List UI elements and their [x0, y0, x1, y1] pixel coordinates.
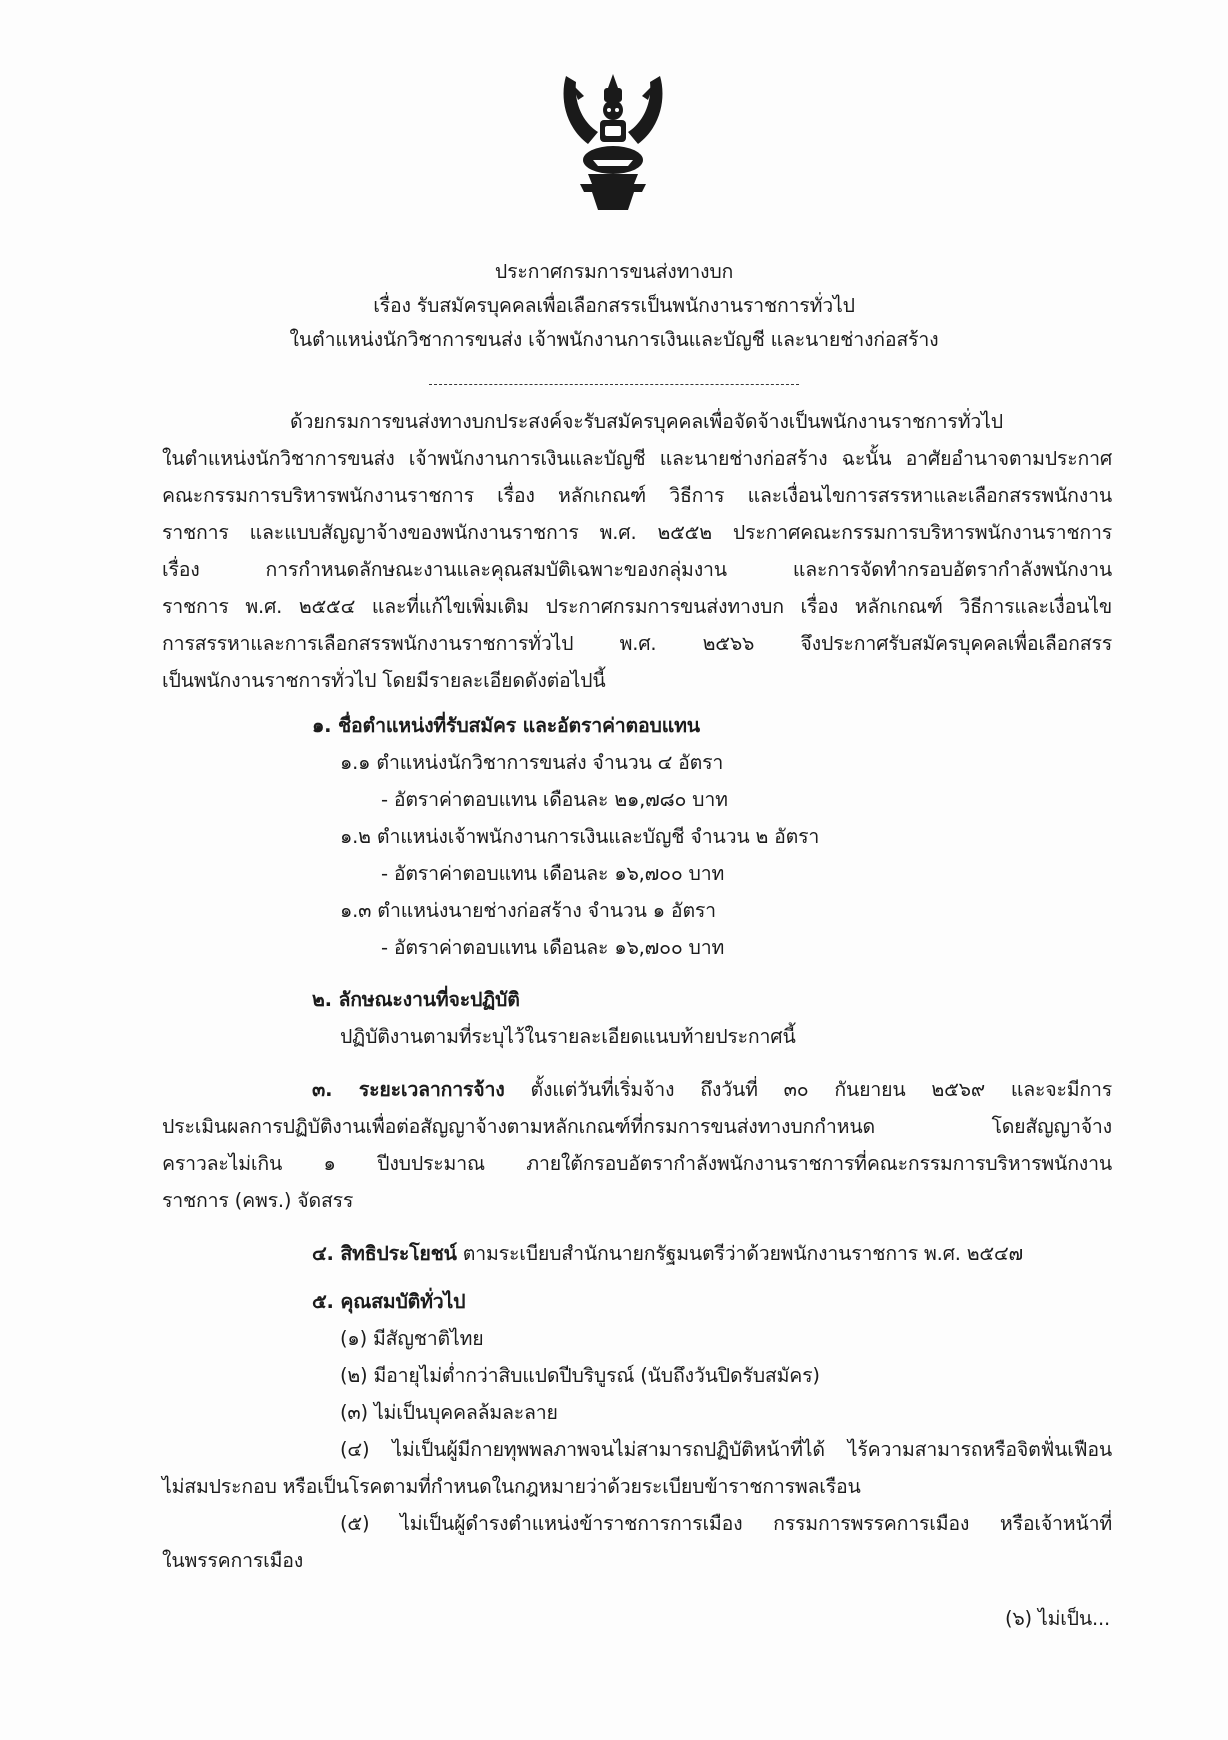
- qualification-item-continued: ในพรรคการเมือง: [162, 1549, 304, 1572]
- qualification-item: (๔) ไม่เป็นผู้มีกายทุพพลภาพจนไม่สามารถปฏิบัติหน้าที่ได้ ไร้ความสามารถหรือจิตฟั่นเฟือน: [340, 1438, 1112, 1461]
- announcement-subject: เรื่อง รับสมัครบุคคลเพื่อเลือกสรรเป็นพนักงานราชการทั่วไป: [373, 294, 855, 317]
- intro-line: เป็นพนักงานราชการทั่วไป โดยมีรายละเอียดดังต่อไปนี้: [162, 669, 606, 692]
- section-3-first-line: ๓. ระยะเวลาการจ้าง ตั้งแต่วันที่เริ่มจ้าง ถึงวันที่ ๓๐ กันยายน ๒๕๖๙ และจะมีการ: [312, 1078, 1113, 1101]
- intro-line: คณะกรรมการบริหารพนักงานราชการ เรื่อง หลักเกณฑ์ วิธีการ และเงื่อนไขการสรรหาและเลือกสรรพนักงาน: [162, 484, 1112, 507]
- section-3-line: ราชการ (คพร.) จัดสรร: [162, 1189, 354, 1212]
- intro-line: ราชการ และแบบสัญญาจ้างของพนักงานราชการ พ.ศ. ๒๕๕๒ ประกาศคณะกรรมการบริหารพนักงานราชการ: [162, 521, 1112, 544]
- section-4: [312, 1240, 1023, 1268]
- section-4-heading: ๔. สิทธิประโยชน์: [312, 1242, 457, 1265]
- section-3-heading: ๓. ระยะเวลาการจ้าง: [312, 1078, 505, 1101]
- section-2-heading: ๒. ลักษณะงานที่จะปฏิบัติ: [312, 988, 520, 1011]
- page-continuation: (๖) ไม่เป็น...: [1004, 1607, 1110, 1630]
- qualification-item: (๕) ไม่เป็นผู้ดำรงตำแหน่งข้าราชการการเมือง กรรมการพรรคการเมือง หรือเจ้าหน้าที่: [340, 1512, 1112, 1535]
- intro-line: การสรรหาและการเลือกสรรพนักงานราชการทั่วไป พ.ศ. ๒๕๖๖ จึงประกาศรับสมัครบุคคลเพื่อเลือกสรร: [162, 632, 1112, 655]
- title-separator: [429, 384, 799, 385]
- position-1-pay: - อัตราค่าตอบแทน เดือนละ ๒๑,๗๘๐ บาท: [381, 788, 728, 811]
- section-3-line: คราวละไม่เกิน ๑ ปีงบประมาณ ภายใต้กรอบอัตรากำลังพนักงานราชการที่คณะกรรมการบริหารพนักงาน: [162, 1152, 1112, 1175]
- qualification-item: (๒) มีอายุไม่ต่ำกว่าสิบแปดปีบริบูรณ์ (นับถึงวันปิดรับสมัคร): [340, 1364, 820, 1387]
- intro-line: ด้วยกรมการขนส่งทางบกประสงค์จะรับสมัครบุคคลเพื่อจัดจ้างเป็นพนักงานราชการทั่วไป: [290, 410, 1003, 433]
- position-1-title: ๑.๑ ตำแหน่งนักวิชาการขนส่ง จำนวน ๔ อัตรา: [340, 751, 724, 774]
- announcement-positions: ในตำแหน่งนักวิชาการขนส่ง เจ้าพนักงานการเงินและบัญชี และนายช่างก่อสร้าง: [289, 328, 939, 351]
- position-3-title: ๑.๓ ตำแหน่งนายช่างก่อสร้าง จำนวน ๑ อัตรา: [340, 899, 716, 922]
- section-2-body: ปฏิบัติงานตามที่ระบุไว้ในรายละเอียดแนบท้ายประกาศนี้: [340, 1025, 796, 1048]
- section-5-heading: ๕. คุณสมบัติทั่วไป: [312, 1290, 466, 1313]
- announcement-issuer: ประกาศกรมการขนส่งทางบก: [494, 260, 734, 283]
- qualification-item: (๓) ไม่เป็นบุคคลล้มละลาย: [340, 1401, 558, 1424]
- intro-line: เรื่อง การกำหนดลักษณะงานและคุณสมบัติเฉพาะของกลุ่มงาน และการจัดทำกรอบอัตรากำลังพนักงาน: [162, 558, 1112, 581]
- qualification-item-continued: ไม่สมประกอบ หรือเป็นโรคตามที่กำหนดในกฎหมายว่าด้วยระเบียบข้าราชการพลเรือน: [162, 1475, 861, 1498]
- section-4-body: ตามระเบียบสำนักนายกรัฐมนตรีว่าด้วยพนักงานราชการ พ.ศ. ๒๕๔๗: [456, 1242, 1024, 1265]
- qualification-item: (๑) มีสัญชาติไทย: [340, 1327, 484, 1350]
- position-2-pay: - อัตราค่าตอบแทน เดือนละ ๑๖,๗๐๐ บาท: [381, 862, 725, 885]
- position-3-pay: - อัตราค่าตอบแทน เดือนละ ๑๖,๗๐๐ บาท: [381, 936, 725, 959]
- position-2-title: ๑.๒ ตำแหน่งเจ้าพนักงานการเงินและบัญชี จำนวน ๒ อัตรา: [340, 825, 820, 848]
- intro-line: ในตำแหน่งนักวิชาการขนส่ง เจ้าพนักงานการเงินและบัญชี และนายช่างก่อสร้าง ฉะนั้น อาศัยอำนาจตามประกาศ: [162, 447, 1112, 470]
- intro-line: ราชการ พ.ศ. ๒๕๕๔ และที่แก้ไขเพิ่มเติม ประกาศกรมการขนส่งทางบก เรื่อง หลักเกณฑ์ วิธีการและเงื่อนไข: [162, 595, 1112, 618]
- section-3-line: ประเมินผลการปฏิบัติงานเพื่อต่อสัญญาจ้างตามหลักเกณฑ์ที่กรมการขนส่งทางบกกำหนด โดยสัญญาจ้าง: [162, 1115, 1112, 1138]
- section-1-heading: ๑. ชื่อตำแหน่งที่รับสมัคร และอัตราค่าตอบแทน: [312, 714, 700, 737]
- garuda-emblem-icon: [558, 66, 668, 216]
